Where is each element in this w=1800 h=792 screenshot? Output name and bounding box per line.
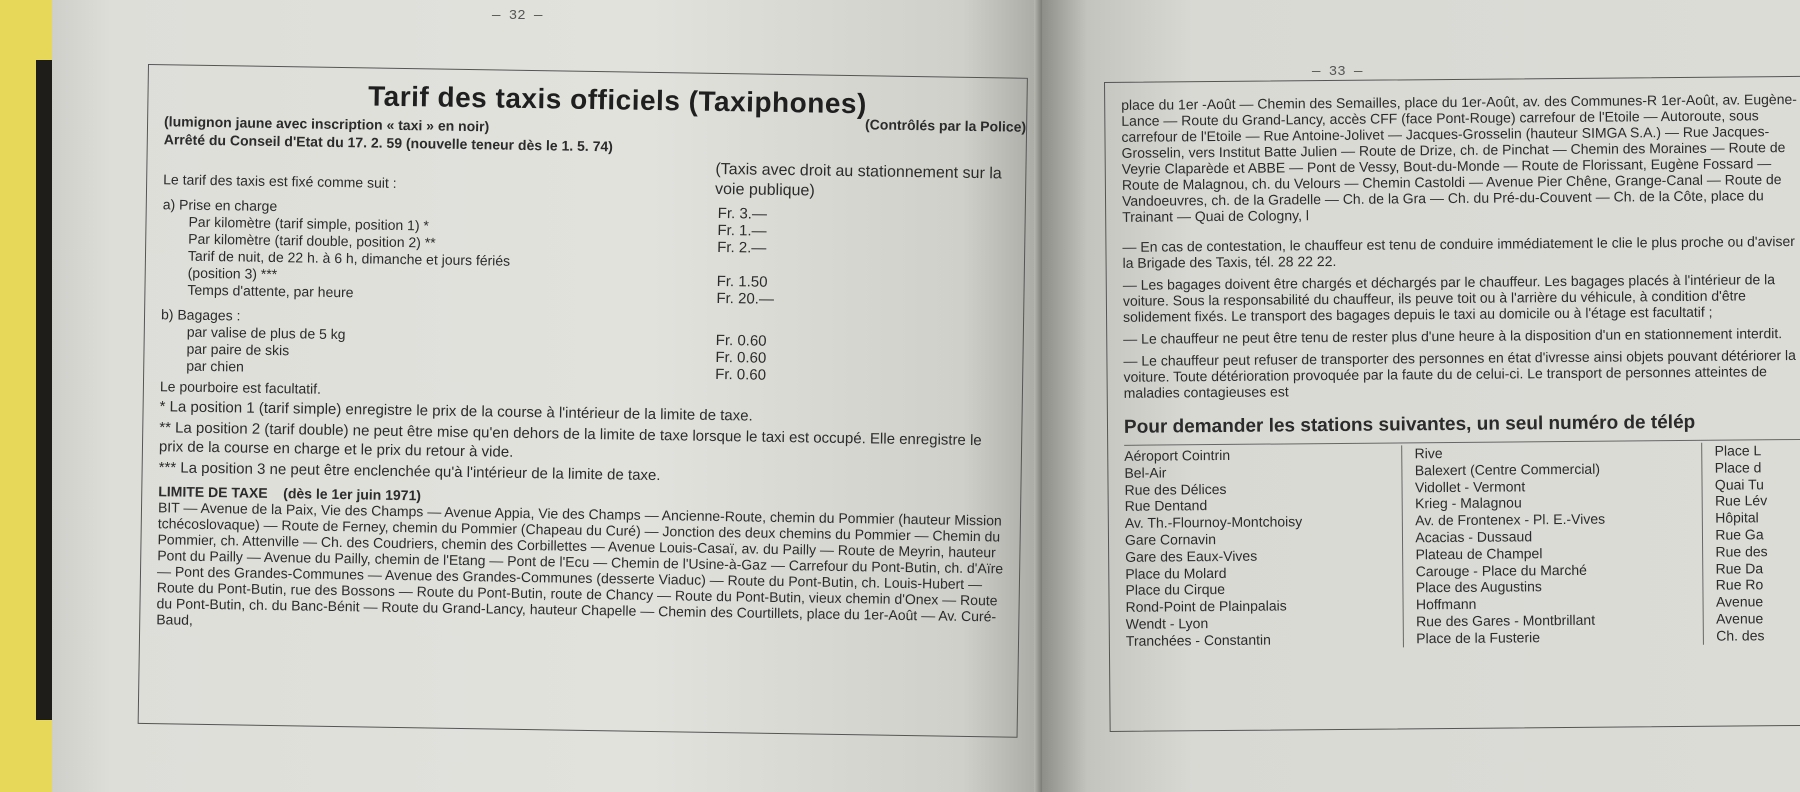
station-item: Rue des Gares - Montbrillant: [1416, 611, 1596, 630]
station-item: Krieg - Malagnou: [1415, 494, 1522, 512]
stations-column-3: [1703, 442, 1800, 644]
limit-title: LIMITE DE TAXE: [158, 483, 268, 501]
station-item: Place du Cirque: [1125, 581, 1226, 599]
station-item: Place L: [1714, 442, 1762, 459]
section-b: [160, 306, 1007, 387]
row-value: Fr. 20.—: [716, 289, 775, 308]
station-item: Ch. des: [1716, 627, 1765, 644]
rule-attente: — Le chauffeur ne peut être tenu de rester plus d'une heure à la disposition d'un en stationnement interdit.: [1123, 325, 1783, 347]
row-value: Fr. 1.50: [716, 272, 768, 291]
station-item: Hoffmann: [1415, 595, 1477, 613]
row-value: [716, 315, 816, 334]
tariff-intro: Le tarif des taxis est fixé comme suit :: [163, 171, 397, 191]
station-item: Place d: [1714, 459, 1762, 476]
row-value: Fr. 0.60: [715, 348, 767, 367]
row-label: par chien: [186, 357, 244, 375]
station-item: Bel-Air: [1124, 464, 1167, 481]
row-value: Fr. 0.60: [715, 331, 767, 350]
police-note: (Contrôlés par la Police): [864, 116, 1027, 135]
station-item: Avenue: [1715, 610, 1764, 627]
limit-section: [156, 483, 1004, 640]
station-item: Gare Cornavin: [1124, 531, 1217, 548]
station-item: Acacias - Dussaud: [1415, 528, 1533, 546]
left-page: [52, 0, 1042, 792]
rule-refus: — Le chauffeur peut refuser de transporter des personnes en état d'ivresse ainsi objets pouvant détériorer la voiture. Toute détérioration provoquée par la faute du de celui-ci. Le transport de personnes atteintes de maladies contagieuses est: [1123, 346, 1796, 401]
station-item: Rue Ga: [1715, 526, 1764, 543]
tariff-frame: [138, 64, 1028, 738]
page-number-right: — 33 —: [1312, 64, 1363, 80]
stations-heading: Pour demander les stations suivantes, un seul numéro de télép: [1123, 411, 1696, 438]
station-item: Carouge - Place du Marché: [1415, 561, 1587, 579]
note-position-2: ** La position 2 (tarif double) ne peut être mise qu'en dehors de la limite de taxe lorsque le taxi est occupé. Elle enregistre le prix de la course en charge et le prix du retour à vide.: [158, 419, 982, 461]
station-item: Rue Ro: [1715, 576, 1764, 594]
row-value: Fr. 2.—: [717, 238, 767, 257]
station-item: Plateau de Champel: [1415, 544, 1543, 563]
station-item: Avenue: [1715, 593, 1764, 610]
arrete-note: Arrêté du Conseil d'Etat du 17. 2. 59 (nouvelle teneur dès le 1. 5. 74): [163, 131, 614, 155]
station-item: Vidollet - Vermont: [1414, 477, 1526, 495]
row-label: (position 3) ***: [187, 264, 278, 283]
station-item: Rue Dentand: [1124, 497, 1208, 515]
row-value: Fr. 0.60: [715, 365, 767, 384]
stationnement-note: (Taxis avec droit au stationnement sur la voie publique): [714, 160, 1002, 200]
row-label: Temps d'attente, par heure: [187, 281, 354, 301]
station-item: Rue Lév: [1714, 492, 1768, 510]
station-item: Rue des: [1715, 543, 1768, 560]
station-item: Gare des Eaux-Vives: [1125, 547, 1258, 565]
pourboire-note: Le pourboire est facultatif.: [159, 378, 322, 397]
station-item: Rue des Délices: [1124, 480, 1227, 498]
station-item: Place de la Fusterie: [1416, 628, 1541, 647]
limit-date: (dès le 1er juin 1971): [283, 485, 422, 504]
station-item: Rue Da: [1715, 559, 1764, 577]
row-label: par paire de skis: [186, 340, 290, 359]
station-item: Aéroport Cointrin: [1124, 446, 1231, 464]
row-value: Fr. 3.—: [717, 204, 768, 223]
row-label: par valise de plus de 5 kg: [186, 323, 346, 343]
stations-column-2: [1403, 443, 1705, 647]
right-page: [1042, 0, 1800, 792]
rule-bagages: — Les bagages doivent être chargés et déchargés par le chauffeur. Les bagages placés à l'intérieur de la voiture. Sous la responsabilité du chauffeur, ils peuve toit ou à l'arrière du véhicule, à condition d'être solidement fixés. Le transport des bagages depuis le taxi au domicile ou à l'étage est facultatif ;: [1122, 271, 1776, 325]
station-item: Rive: [1414, 445, 1443, 462]
station-item: Rond-Point de Plainpalais: [1125, 597, 1287, 616]
station-item: Wendt - Lyon: [1125, 615, 1209, 632]
page-number-left: — 32 —: [492, 8, 543, 24]
rule-contestation: — En cas de contestation, le chauffeur est tenu de conduire immédiatement le clie le plus proche ou d'aviser la Brigade des Taxis, tél. 28 22 22.: [1122, 232, 1795, 271]
station-item: Hôpital: [1715, 509, 1759, 526]
row-label: b) Bagages :: [160, 306, 241, 324]
row-value: [717, 256, 817, 275]
note-position-1: * La position 1 (tarif simple) enregistre le prix de la course à l'intérieur de la limite de taxe.: [159, 398, 753, 425]
row-label: a) Prise en charge: [162, 196, 278, 215]
limit-continuation: place du 1er -Août — Chemin des Semailles, place du 1er-Août, av. des Communes-R 1er-Août, av. Eugène-Lance — Route du Grand-Lancy, accès CFF (face Pont-Rouge) carrefour de l'Etoile — Autoroute, sous carrefour de l'Etoile — Rue Antoine-Jolivet — Jacques-Grosselin (hauteur SIMGA S.A.) — Rue Jacques-Grosselin, vers Institut Batte Julien — Route de Drize, ch. de Pinchat — Chemin des Moraines — Route de Veyrie Claparède et ABBE — Pont de Vessy, Bout-du-Monde — Route de Florissant, Eugène Fossard — Route de Malagnou, ch. du Velours — Chemin Castoldi — Avenue Pier Chêne, Grange-Canal — Route de Vandoeuvres, ch. de la Gradelle — Ch. de la Gra — Ch. du Pré-du-Couvent — Ch. de la Côte, place du Trainant — Quai de Cologny, l: [1121, 90, 1797, 225]
row-label: Par kilomètre (tarif double, position 2) **: [188, 230, 436, 251]
station-item: Quai Tu: [1714, 475, 1764, 493]
row-label: Par kilomètre (tarif simple, position 1) *: [188, 213, 430, 234]
limit-text: BIT — Avenue de la Paix, Vie des Champs — Avenue Appia, Vie des Champs — Ancienne-Route, chemin du Pommier (hauteur Mission tchécoslovaque) — Route de Ferney, chemin du Pommier (Chapeau du Curé) — Jonction des deux chemins du Pommier — Chemin du Pommier, ch. Attenville — Ch. des Coudriers, chemin des Corbillettes — Avenue Louis-Casaï, av. du Pailly — Route de Meyrin, hauteur Pont du Pailly — Avenue du Pailly, chemin de l'Etang — Pont de l'Ecu — Chemin de l'Usine-à-Gaz — Carrefour du Pont-Butin, ch. d'Aïre — Pont des Grandes-Communes — Avenue des Grandes-Communes (desserte Viaduc) — Route du Pont-Butin, ch. Louis-Hubert — Route du Pont-Butin, rue des Bossons — Route du Pont-Butin, route de Chancy — Route du Pont-Butin, vieux chemin d'Onex — Route du Pont-Butin, ch. du Banc-Bénit — Route du Grand-Lancy, hauteur Chapelle — Chemin des Courtillets, place du 1er-Août — Av. Curé-Baud,: [156, 499, 1004, 628]
row-value: Fr. 1.—: [717, 221, 767, 240]
row-label: Tarif de nuit, de 22 h. à 6 h, dimanche et jours fériés: [187, 247, 511, 269]
lumignon-note: (lumignon jaune avec inscription « taxi » en noir): [163, 113, 490, 135]
stations-column-1: [1124, 445, 1404, 649]
section-a: [161, 196, 1008, 311]
station-item: Tranchées - Constantin: [1125, 631, 1271, 649]
station-item: Av. Th.-Flournoy-Montchoisy: [1124, 513, 1303, 532]
station-item: Place des Augustins: [1415, 578, 1542, 596]
station-item: Place du Molard: [1125, 564, 1227, 582]
station-item: Balexert (Centre Commercial): [1414, 460, 1601, 479]
rules-frame: [1104, 76, 1800, 732]
station-item: Av. de Frontenex - Pl. E.-Vives: [1415, 510, 1606, 529]
note-position-3: *** La position 3 ne peut être enclenchée qu'à l'intérieur de la limite de taxe.: [158, 459, 661, 485]
tariff-title: Tarif des taxis officiels (Taxiphones): [367, 80, 868, 120]
stations-table: [1124, 439, 1800, 650]
